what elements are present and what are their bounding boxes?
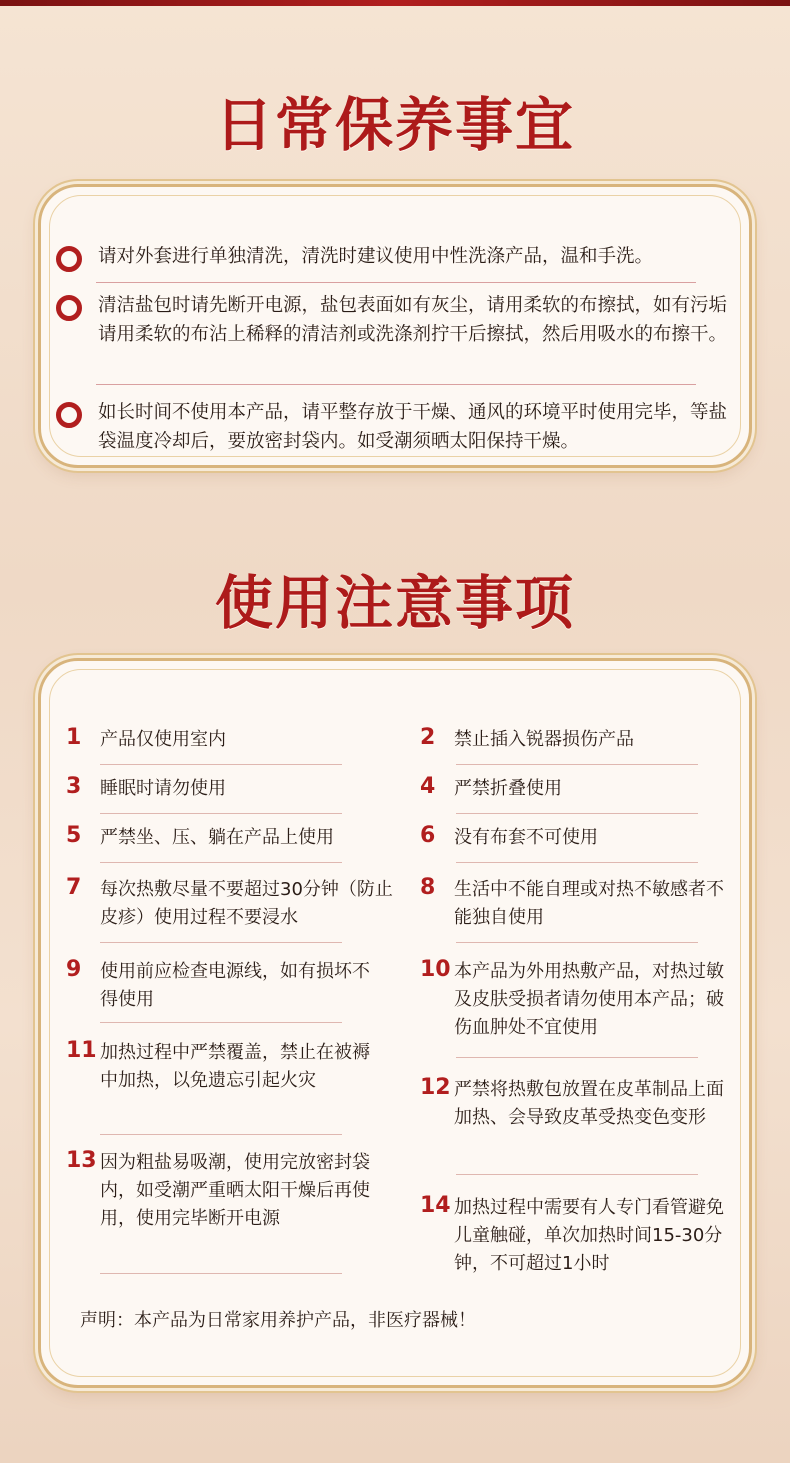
item-number: 8 bbox=[420, 875, 436, 900]
item-number: 7 bbox=[66, 875, 82, 900]
care-item-text: 清洁盐包时请先断开电源，盐包表面如有灰尘，请用柔软的布擦拭，如有污垢请用柔软的布沾上稀释的清洁剂或洗涤剂拧干后擦拭，然后用吸水的布擦干。 bbox=[98, 295, 728, 345]
divider bbox=[456, 764, 698, 765]
care-item-text: 如长时间不使用本产品，请平整存放于干燥、通风的环境平时使用完毕，等盐袋温度冷却后，要放密封袋内。如受潮须晒太阳保持干燥。 bbox=[98, 402, 728, 452]
divider bbox=[100, 764, 342, 765]
circle-bullet-icon bbox=[56, 402, 82, 428]
divider bbox=[100, 1273, 342, 1274]
item-text: 严禁将热敷包放置在皮革制品上面加热、会导致皮革受热变色变形 bbox=[454, 1079, 724, 1128]
item-number: 11 bbox=[66, 1038, 97, 1063]
item-number: 12 bbox=[420, 1075, 451, 1100]
divider bbox=[100, 862, 342, 863]
item-number: 10 bbox=[420, 957, 451, 982]
item-text: 每次热敷尽量不要超过30分钟（防止皮疹）使用过程不要浸水 bbox=[100, 879, 393, 928]
item-number: 14 bbox=[420, 1193, 451, 1218]
item-text: 生活中不能自理或对热不敏感者不能独自使用 bbox=[454, 879, 724, 928]
divider bbox=[100, 1022, 342, 1023]
divider bbox=[456, 813, 698, 814]
divider bbox=[100, 813, 342, 814]
top-band bbox=[0, 0, 790, 6]
disclaimer: 声明：本产品为日常家用养护产品，非医疗器械！ bbox=[80, 1310, 476, 1331]
divider bbox=[100, 942, 342, 943]
item-text: 加热过程中需要有人专门看管避免儿童触碰，单次加热时间15-30分钟，不可超过1小时 bbox=[454, 1197, 724, 1274]
divider bbox=[96, 282, 696, 283]
circle-bullet-icon bbox=[56, 246, 82, 272]
item-text: 没有布套不可使用 bbox=[454, 827, 598, 848]
usage-title: 使用注意事项 bbox=[214, 569, 575, 637]
item-text: 睡眠时请勿使用 bbox=[100, 778, 226, 799]
item-text: 使用前应检查电源线，如有损坏不得使用 bbox=[100, 961, 370, 1010]
divider bbox=[100, 1134, 342, 1135]
item-number: 2 bbox=[420, 725, 436, 750]
item-text: 本产品为外用热敷产品，对热过敏及皮肤受损者请勿使用本产品；破伤血肿处不宜使用 bbox=[454, 961, 724, 1038]
divider bbox=[96, 384, 696, 385]
divider bbox=[456, 942, 698, 943]
item-number: 6 bbox=[420, 823, 436, 848]
item-text: 禁止插入锐器损伤产品 bbox=[454, 729, 634, 750]
item-number: 4 bbox=[420, 774, 436, 799]
item-number: 13 bbox=[66, 1148, 97, 1173]
item-number: 3 bbox=[66, 774, 82, 799]
item-text: 加热过程中严禁覆盖，禁止在被褥中加热，以免遗忘引起火灾 bbox=[100, 1042, 370, 1091]
item-number: 9 bbox=[66, 957, 82, 982]
item-text: 产品仅使用室内 bbox=[100, 729, 226, 750]
item-text: 严禁坐、压、躺在产品上使用 bbox=[100, 827, 334, 848]
divider bbox=[456, 862, 698, 863]
divider bbox=[456, 1057, 698, 1058]
item-text: 因为粗盐易吸潮，使用完放密封袋内，如受潮严重晒太阳干燥后再使用，使用完毕断开电源 bbox=[100, 1152, 370, 1229]
divider bbox=[456, 1174, 698, 1175]
item-number: 1 bbox=[66, 725, 82, 750]
care-item-text: 请对外套进行单独清洗，清洗时建议使用中性洗涤产品，温和手洗。 bbox=[98, 246, 654, 267]
care-title: 日常保养事宜 bbox=[214, 91, 575, 159]
circle-bullet-icon bbox=[56, 295, 82, 321]
item-number: 5 bbox=[66, 823, 82, 848]
item-text: 严禁折叠使用 bbox=[454, 778, 562, 799]
